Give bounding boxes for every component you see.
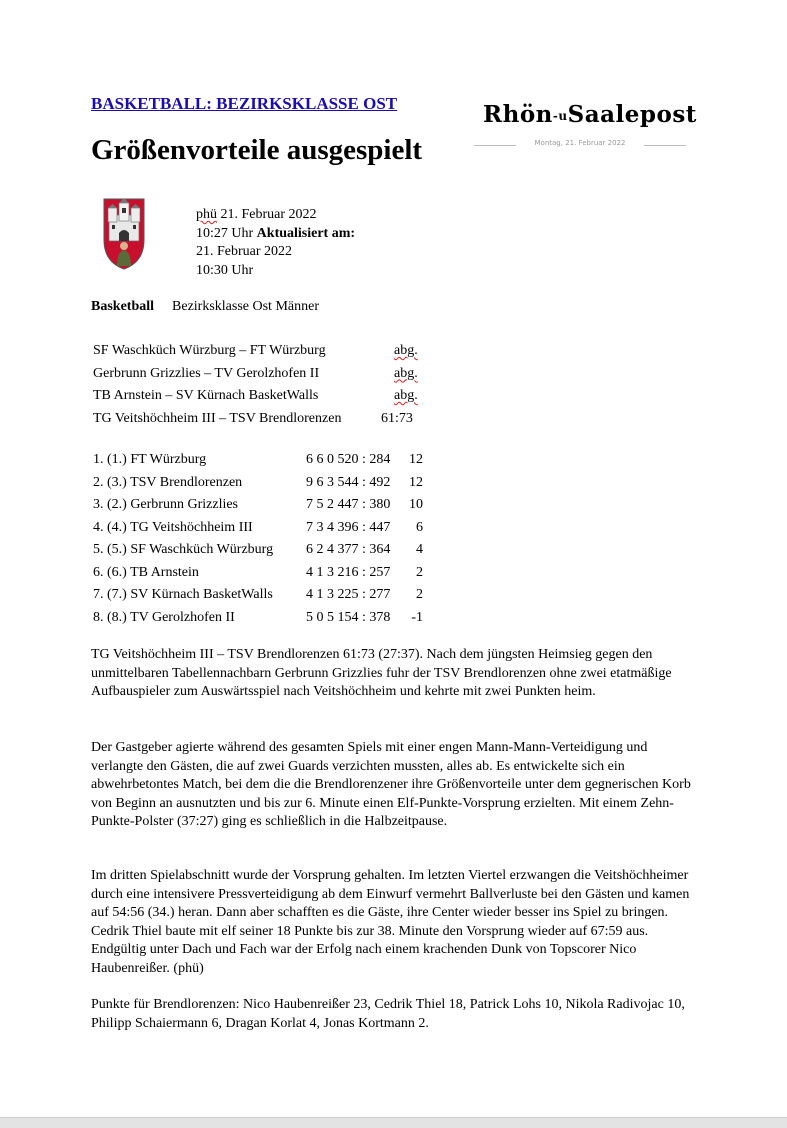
standings-record: 7 5 2 447 : 380: [306, 497, 391, 512]
result-score: abg.: [394, 343, 418, 358]
town-crest-icon: [103, 196, 145, 270]
standings-record: 4 1 3 216 : 257: [306, 564, 391, 580]
result-row: [93, 408, 433, 431]
result-score: abg.: [394, 365, 418, 381]
standings-record: 7 3 4 396 : 447: [306, 519, 391, 535]
standings-record: 6 2 4 377 : 364: [306, 542, 391, 557]
result-row: [93, 363, 433, 386]
updated-time: 10:30 Uhr: [196, 262, 254, 278]
logo-date: Montag, 21. Februar 2022: [534, 139, 626, 147]
standings-row: [93, 584, 433, 607]
standings-points: 12: [409, 474, 423, 490]
standings-row: [93, 562, 433, 585]
publish-time: 10:27 Uhr: [196, 225, 254, 241]
standings-team: 3. (2.) Gerbrunn Grizzlies: [93, 497, 239, 512]
standings-team: 2. (3.) TSV Brendlorenzen: [93, 474, 243, 490]
article-paragraph: Punkte für Brendlorenzen: Nico Haubenreißer 23, Cedrik Thiel 18, Patrick Lohs 10, Nikola Radivojac 10, Philipp Schaiermann 6, Dragan Korlat 4, Jonas Kortmann 2.: [91, 997, 685, 1031]
standings-points: -1: [411, 609, 423, 625]
standings-team: 5. (5.) SF Waschküch Würzburg: [93, 542, 274, 557]
article-paragraph: Im dritten Spielabschnitt wurde der Vorsprung gehalten. Im letzten Viertel erzwangen die Veitshöchheimer durch eine intensivere Pressverteidigung ab dem Einwurf vermehrt Ballverluste bei den Gästen und kamen auf 54:56 (34.) heran. Dann aber schafften es die Gäste, ihre Center wieder besser ins Spiel zu bringen. Cedrik Thiel baute mit elf seiner 18 Punkte bis zur 38. Minute den Vorsprung wieder auf 67:59 aus. Endgültig unter Dach und Fach war der Erfolg nach einem krachenden Dunk von Topscorer Nico Haubenreißer. (phü): [91, 868, 690, 976]
bottom-scroll-bar[interactable]: [0, 1117, 787, 1128]
standings-row: [93, 539, 433, 562]
article-paragraph: Der Gastgeber agierte während des gesamten Spiels mit einer engen Mann-Mann-Verteidigung und verlangte den Gästen, die auf zwei Guards verzichten mussten, alles ab. Es entwickelte sich ein abwehrbetontes Match, bei dem die die Brendlorenzener ihre Größenvorteile unter dem gegnerischen Korb von Beginn an ausnutzten und bis zur 6. Minute einen Elf-Punkte-Vorsprung erzielten. Mit einem Zehn-Punkte-Polster (37:27) ging es schließlich in die Halbzeitpause.: [91, 740, 691, 829]
article-paragraph: TG Veitshöchheim III – TSV Brendlorenzen 61:73 (27:37). Nach dem jüngsten Heimsieg gegen den unmittelbaren Tabellennachbarn Gerbrunn Grizzlies fuhr der TSV Brendlorenzen ohne zwei etatmäßige Aufbauspieler zum Auswärtsspiel nach Veitshöchheim und kehrte mit zwei Punkten heim.: [91, 647, 672, 699]
category-line: [91, 299, 319, 315]
updated-date: 21. Februar 2022: [196, 244, 293, 259]
logo-name-main: Rhön: [483, 101, 553, 128]
standings-record: 4 1 3 225 : 277: [306, 587, 391, 602]
section-kicker-link[interactable]: BASKETBALL: BEZIRKSKLASSE OST: [91, 94, 398, 113]
result-row: [93, 340, 433, 363]
category-sport: Basketball: [91, 299, 155, 314]
standings-row: [93, 449, 433, 472]
newspaper-logo: [483, 101, 697, 128]
updated-label: Aktualisiert am:: [256, 225, 356, 241]
standings-row: [93, 517, 433, 540]
standings-team: 1. (1.) FT Würzburg: [93, 452, 207, 467]
article-headline: Größenvorteile ausgespielt: [91, 134, 423, 166]
standings-team: 7. (7.) SV Kürnach BasketWalls: [93, 587, 273, 602]
results-list: [93, 340, 433, 430]
standings-team: 4. (4.) TG Veitshöchheim III: [93, 519, 253, 535]
result-match: TB Arnstein – SV Kürnach BasketWalls: [93, 388, 319, 403]
standings-points: 12: [409, 452, 423, 467]
article-meta: [196, 206, 355, 280]
logo-name-second: Saalepost: [567, 101, 697, 128]
standings-points: 6: [416, 519, 423, 535]
standings-record: 9 6 3 544 : 492: [306, 474, 391, 490]
logo-date-bar: [474, 138, 686, 152]
standings-team: 6. (6.) TB Arnstein: [93, 564, 199, 580]
result-score: 61:73: [381, 410, 413, 426]
standings-row: [93, 607, 433, 630]
standings-points: 10: [409, 497, 423, 512]
standings-table: [93, 449, 433, 629]
standings-record: 5 0 5 154 : 378: [306, 609, 391, 625]
result-score: abg.: [394, 388, 418, 403]
standings-points: 2: [416, 587, 423, 602]
standings-team: 8. (8.) TV Gerolzhofen II: [93, 609, 235, 625]
standings-record: 6 6 0 520 : 284: [306, 452, 391, 467]
result-match: SF Waschküch Würzburg – FT Würzburg: [93, 343, 326, 358]
category-league: Bezirksklasse Ost Männer: [172, 299, 319, 314]
standings-row: [93, 494, 433, 517]
result-row: [93, 385, 433, 408]
logo-name-u: -u: [552, 109, 568, 123]
result-match: TG Veitshöchheim III – TSV Brendlorenzen: [93, 410, 342, 426]
standings-points: 2: [416, 564, 423, 580]
publish-date: 21. Februar 2022: [220, 207, 317, 222]
author-name: phü: [196, 207, 217, 222]
result-match: Gerbrunn Grizzlies – TV Gerolzhofen II: [93, 365, 320, 381]
standings-row: [93, 472, 433, 495]
standings-points: 4: [416, 542, 423, 557]
